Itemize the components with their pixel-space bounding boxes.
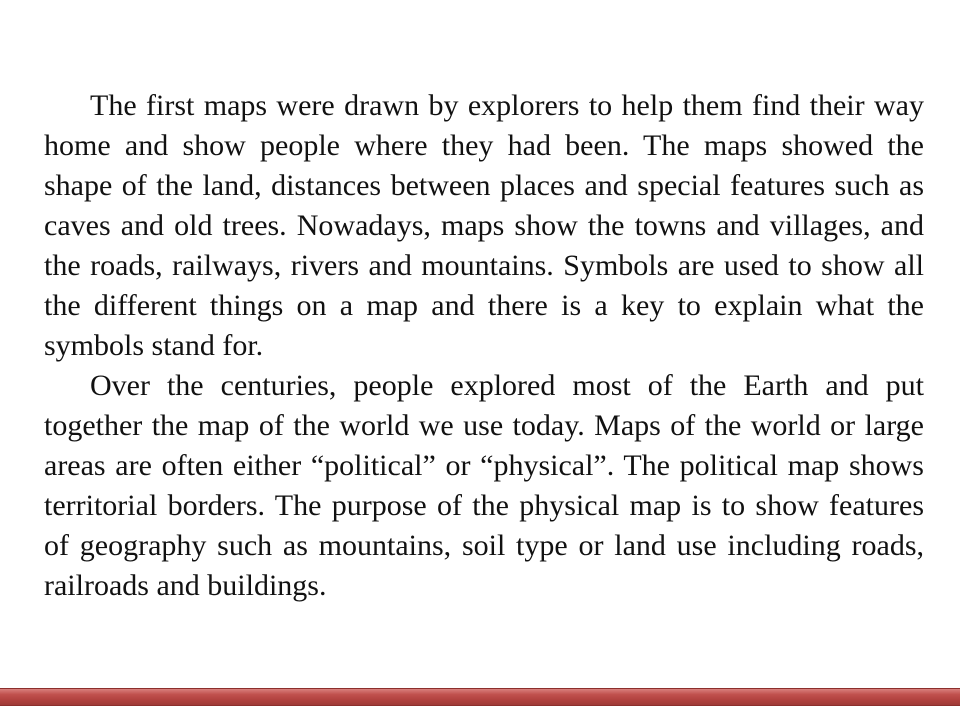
body-text	[44, 86, 924, 606]
paragraph-2: Over the centuries, people explored most of the Earth and put together the map of the world we use today. Maps of the world or large areas are often either “political” or “physical”. The political map shows territorial borders. The purpose of the physical map is to show features of geography such as mountains, soil type or land use including roads, railroads and buildings.	[44, 369, 924, 602]
bottom-accent-bar	[0, 688, 960, 706]
paragraph-1: The first maps were drawn by explorers to help them find their way home and show people where they had been. The maps showed the shape of the land, distances between places and special features such as caves and old trees. Nowadays, maps show the towns and villages, and the roads, railways, rivers and mountains. Symbols are used to show all the different things on a map and there is a key to explain what the symbols stand for.	[44, 89, 924, 362]
